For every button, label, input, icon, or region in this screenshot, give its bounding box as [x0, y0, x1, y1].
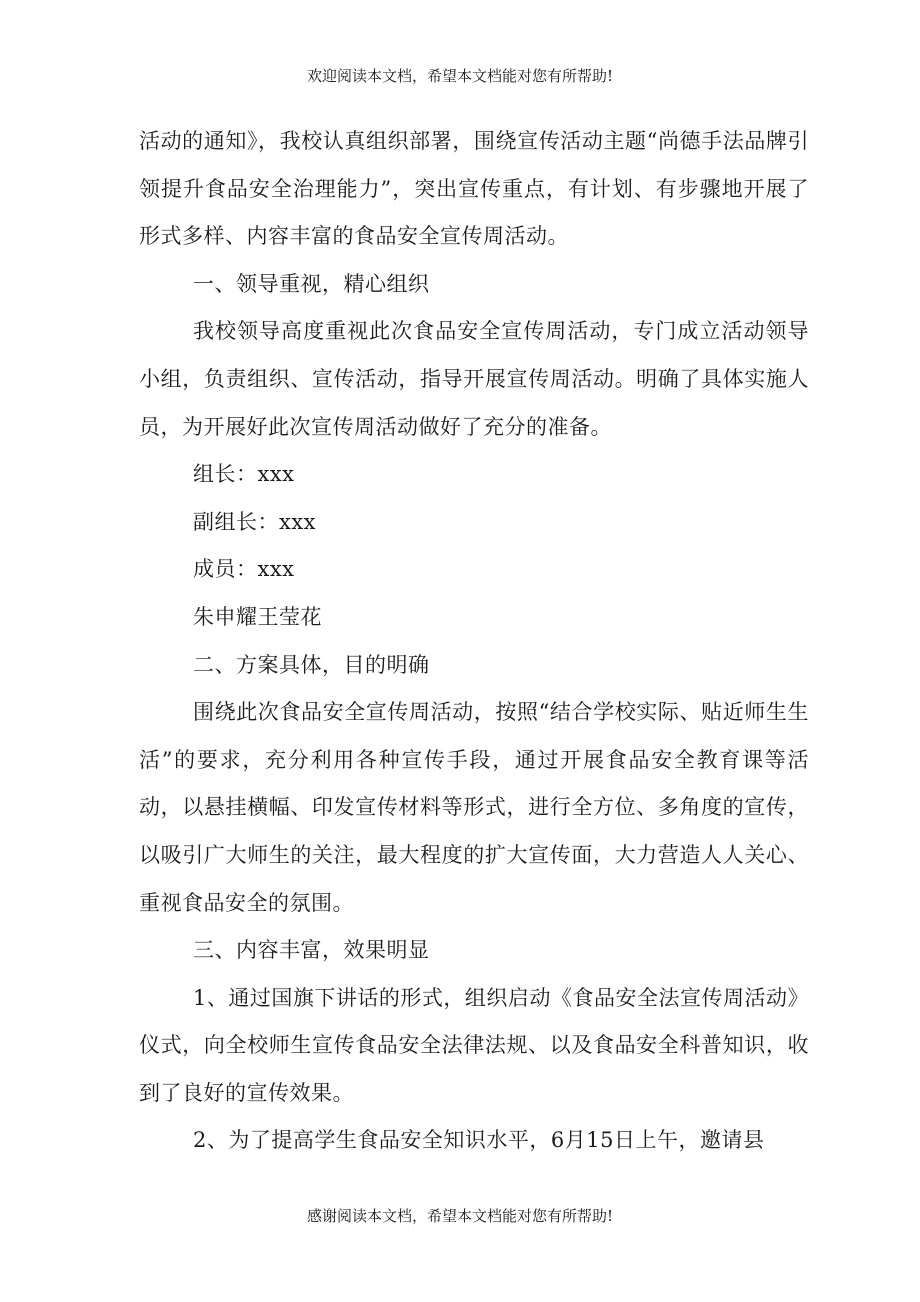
body-paragraph: 围绕此次食品安全宣传周活动，按照“结合学校实际、贴近师生生活”的要求，充分利用各种宣传手段，通过开展食品安全教育课等活动，以悬挂横幅、印发宣传材料等形式，进行全方位、多角度的宣传，以吸引广大师生的关注，最大程度的扩大宣传面，大力营造人人关心、重视食品安全的氛围。 [139, 700, 809, 915]
section-heading: 三、内容丰富，效果明显 [193, 938, 430, 963]
page-header: 欢迎阅读本文档，希望本文档能对您有所帮助! [306, 67, 614, 85]
body-paragraph: 我校领导高度重视此次食品安全宣传周活动，专门成立活动领导小组，负责组织、宣传活动，指导开展宣传周活动。明确了具体实施人员，为开展好此次宣传周活动做好了充分的准备。 [139, 319, 809, 439]
body-paragraph: 活动的通知》，我校认真组织部署，围绕宣传活动主题“尚德手法品牌引领提升食品安全治理能力”，突出宣传重点，有计划、有步骤地开展了形式多样、内容丰富的食品安全宣传周活动。 [139, 129, 809, 249]
page-footer: 感谢阅读本文档，希望本文档能对您有所帮助! [306, 1207, 614, 1225]
body-paragraph: 成员：xxx [193, 557, 295, 582]
body-paragraph: 组长：xxx [193, 462, 295, 487]
document-body [139, 118, 809, 1165]
section-heading: 一、领导重视，精心组织 [193, 271, 430, 296]
section-heading: 二、方案具体，目的明确 [193, 652, 430, 677]
body-paragraph: 2、为了提高学生食品安全知识水平，6月15日上午，邀请县 [193, 1128, 765, 1153]
body-paragraph: 副组长：xxx [193, 509, 317, 534]
body-paragraph: 1、通过国旗下讲话的形式，组织启动《食品安全法宣传周活动》仪式，向全校师生宣传食品安全法律法规、以及食品安全科普知识，收到了良好的宣传效果。 [139, 985, 809, 1105]
body-paragraph: 朱申耀王莹花 [193, 604, 322, 629]
